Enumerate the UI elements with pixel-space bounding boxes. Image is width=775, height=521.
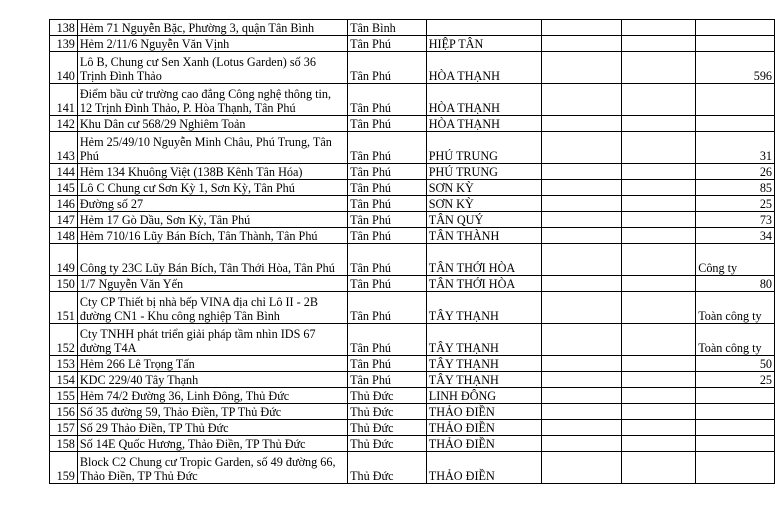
value-cell: 25 xyxy=(696,196,775,212)
location-cell: Lô B, Chung cư Sen Xanh (Lotus Garden) số 36 Trịnh Đình Thảo xyxy=(77,52,347,84)
ward-cell: TÂY THẠNH xyxy=(426,372,541,388)
empty-cell xyxy=(622,404,696,420)
row-number-cell: 151 xyxy=(50,292,78,324)
table-row xyxy=(50,116,775,132)
table-row xyxy=(50,228,775,244)
table-row xyxy=(50,180,775,196)
empty-cell xyxy=(622,244,696,276)
district-cell: Thủ Đức xyxy=(348,436,427,452)
empty-cell xyxy=(541,436,621,452)
empty-cell xyxy=(541,292,621,324)
empty-cell xyxy=(541,196,621,212)
empty-cell xyxy=(622,452,696,484)
empty-cell xyxy=(622,84,696,116)
location-cell: Điểm bầu cử trường cao đẳng Công nghệ thông tin, 12 Trịnh Đình Thảo, P. Hòa Thạnh, Tân Phú xyxy=(77,84,347,116)
row-number-cell: 158 xyxy=(50,436,78,452)
district-cell: Thủ Đức xyxy=(348,420,427,436)
ward-cell: HÒA THẠNH xyxy=(426,52,541,84)
table-row xyxy=(50,324,775,356)
row-number-cell: 147 xyxy=(50,212,78,228)
ward-cell: HÒA THẠNH xyxy=(426,84,541,116)
row-number-cell: 159 xyxy=(50,452,78,484)
district-cell: Thủ Đức xyxy=(348,404,427,420)
empty-cell xyxy=(622,20,696,36)
row-number-cell: 156 xyxy=(50,404,78,420)
ward-cell: PHÚ TRUNG xyxy=(426,164,541,180)
ward-cell: TÂY THẠNH xyxy=(426,292,541,324)
district-cell: Tân Phú xyxy=(348,164,427,180)
empty-cell xyxy=(541,276,621,292)
value-cell: Toàn công ty xyxy=(696,324,775,356)
ward-cell: THẢO ĐIỀN xyxy=(426,404,541,420)
table-row xyxy=(50,292,775,324)
table-row xyxy=(50,132,775,164)
row-number-cell: 139 xyxy=(50,36,78,52)
district-cell: Tân Phú xyxy=(348,324,427,356)
ward-cell: HÒA THẠNH xyxy=(426,116,541,132)
ward-cell: HIỆP TÂN xyxy=(426,36,541,52)
ward-cell: TÂN THỚI HÒA xyxy=(426,276,541,292)
row-number-cell: 138 xyxy=(50,20,78,36)
empty-cell xyxy=(541,372,621,388)
empty-cell xyxy=(622,212,696,228)
ward-cell: PHÚ TRUNG xyxy=(426,132,541,164)
table-row xyxy=(50,84,775,116)
row-number-cell: 153 xyxy=(50,356,78,372)
value-cell xyxy=(696,84,775,116)
location-cell: Hẻm 25/49/10 Nguyễn Minh Châu, Phú Trung, Tân Phú xyxy=(77,132,347,164)
table-row xyxy=(50,404,775,420)
value-cell: 26 xyxy=(696,164,775,180)
empty-cell xyxy=(541,164,621,180)
value-cell xyxy=(696,36,775,52)
row-number-cell: 157 xyxy=(50,420,78,436)
location-cell: Cty CP Thiết bị nhà bếp VINA địa chỉ Lô II - 2B đường CN1 - Khu công nghiệp Tân Bình xyxy=(77,292,347,324)
value-cell: 596 xyxy=(696,52,775,84)
row-number-cell: 146 xyxy=(50,196,78,212)
ward-cell: THẢO ĐIỀN xyxy=(426,420,541,436)
empty-cell xyxy=(622,116,696,132)
district-cell: Tân Phú xyxy=(348,180,427,196)
value-cell xyxy=(696,420,775,436)
district-cell: Tân Phú xyxy=(348,36,427,52)
empty-cell xyxy=(541,388,621,404)
value-cell: 80 xyxy=(696,276,775,292)
row-number-cell: 142 xyxy=(50,116,78,132)
value-cell: 73 xyxy=(696,212,775,228)
row-number-cell: 148 xyxy=(50,228,78,244)
ward-cell xyxy=(426,20,541,36)
ward-cell: TÂN THỚI HÒA xyxy=(426,244,541,276)
table-row xyxy=(50,452,775,484)
empty-cell xyxy=(622,132,696,164)
table-row xyxy=(50,356,775,372)
location-cell: Hẻm 17 Gò Dầu, Sơn Kỳ, Tân Phú xyxy=(77,212,347,228)
district-cell: Tân Phú xyxy=(348,244,427,276)
empty-cell xyxy=(541,20,621,36)
location-cell: Số 35 đường 59, Thảo Điền, TP Thủ Đức xyxy=(77,404,347,420)
table-row xyxy=(50,276,775,292)
table-row xyxy=(50,244,775,276)
location-cell: Hẻm 2/11/6 Nguyễn Văn Vịnh xyxy=(77,36,347,52)
ward-cell: TÂY THẠNH xyxy=(426,356,541,372)
row-number-cell: 140 xyxy=(50,52,78,84)
empty-cell xyxy=(541,212,621,228)
ward-cell: TÂN THÀNH xyxy=(426,228,541,244)
empty-cell xyxy=(622,388,696,404)
empty-cell xyxy=(541,36,621,52)
row-number-cell: 144 xyxy=(50,164,78,180)
row-number-cell: 152 xyxy=(50,324,78,356)
location-cell: Đường số 27 xyxy=(77,196,347,212)
empty-cell xyxy=(541,228,621,244)
row-number-cell: 155 xyxy=(50,388,78,404)
empty-cell xyxy=(622,292,696,324)
empty-cell xyxy=(541,356,621,372)
value-cell: Toàn công ty xyxy=(696,292,775,324)
table-row xyxy=(50,52,775,84)
empty-cell xyxy=(622,372,696,388)
value-cell: 34 xyxy=(696,228,775,244)
ward-cell: LINH ĐÔNG xyxy=(426,388,541,404)
table-row xyxy=(50,36,775,52)
empty-cell xyxy=(622,324,696,356)
row-number-cell: 141 xyxy=(50,84,78,116)
empty-cell xyxy=(541,420,621,436)
location-cell: Số 14E Quốc Hương, Thảo Điền, TP Thủ Đức xyxy=(77,436,347,452)
value-cell: Công ty xyxy=(696,244,775,276)
district-cell: Tân Phú xyxy=(348,132,427,164)
location-cell: Block C2 Chung cư Tropic Garden, số 49 đường 66, Thảo Điền, TP Thủ Đức xyxy=(77,452,347,484)
empty-cell xyxy=(541,180,621,196)
value-cell: 25 xyxy=(696,372,775,388)
ward-cell: THẢO ĐIỀN xyxy=(426,452,541,484)
district-cell: Tân Phú xyxy=(348,276,427,292)
location-cell: Khu Dân cư 568/29 Nghiêm Toản xyxy=(77,116,347,132)
empty-cell xyxy=(541,132,621,164)
empty-cell xyxy=(622,164,696,180)
district-cell: Thủ Đức xyxy=(348,388,427,404)
district-cell: Tân Phú xyxy=(348,292,427,324)
location-cell: Số 29 Thảo Điền, TP Thủ Đức xyxy=(77,420,347,436)
row-number-cell: 150 xyxy=(50,276,78,292)
location-cell: Hẻm 710/16 Lũy Bán Bích, Tân Thành, Tân Phú xyxy=(77,228,347,244)
district-cell: Tân Phú xyxy=(348,52,427,84)
table-row xyxy=(50,388,775,404)
empty-cell xyxy=(541,452,621,484)
district-cell: Thủ Đức xyxy=(348,452,427,484)
row-number-cell: 143 xyxy=(50,132,78,164)
empty-cell xyxy=(622,196,696,212)
value-cell: 50 xyxy=(696,356,775,372)
ward-cell: TÂN QUÝ xyxy=(426,212,541,228)
empty-cell xyxy=(622,52,696,84)
table-row xyxy=(50,436,775,452)
location-cell: Lô C Chung cư Sơn Kỳ 1, Sơn Kỳ, Tân Phú xyxy=(77,180,347,196)
table-row xyxy=(50,420,775,436)
district-cell: Tân Phú xyxy=(348,356,427,372)
row-number-cell: 149 xyxy=(50,244,78,276)
empty-cell xyxy=(541,324,621,356)
location-cell: Hẻm 71 Nguyễn Bặc, Phường 3, quận Tân Bình xyxy=(77,20,347,36)
value-cell xyxy=(696,436,775,452)
table-row xyxy=(50,196,775,212)
table-row xyxy=(50,20,775,36)
empty-cell xyxy=(622,36,696,52)
value-cell xyxy=(696,404,775,420)
value-cell: 31 xyxy=(696,132,775,164)
district-cell: Tân Phú xyxy=(348,228,427,244)
district-cell: Tân Phú xyxy=(348,116,427,132)
district-cell: Tân Phú xyxy=(348,212,427,228)
location-cell: Hẻm 74/2 Đường 36, Linh Đông, Thủ Đức xyxy=(77,388,347,404)
empty-cell xyxy=(622,436,696,452)
empty-cell xyxy=(622,356,696,372)
district-cell: Tân Phú xyxy=(348,196,427,212)
value-cell xyxy=(696,20,775,36)
voting-locations-table xyxy=(49,19,775,484)
value-cell xyxy=(696,452,775,484)
location-cell: KDC 229/40 Tây Thạnh xyxy=(77,372,347,388)
location-cell: Cty TNHH phát triển giải pháp tầm nhìn IDS 67 đường T4A xyxy=(77,324,347,356)
empty-cell xyxy=(541,244,621,276)
empty-cell xyxy=(541,116,621,132)
empty-cell xyxy=(541,52,621,84)
location-cell: 1/7 Nguyễn Văn Yến xyxy=(77,276,347,292)
location-cell: Hẻm 266 Lê Trọng Tấn xyxy=(77,356,347,372)
ward-cell: SƠN KỲ xyxy=(426,196,541,212)
empty-cell xyxy=(622,276,696,292)
location-cell: Hẻm 134 Khuông Việt (138B Kênh Tân Hóa) xyxy=(77,164,347,180)
ward-cell: TÂY THẠNH xyxy=(426,324,541,356)
district-cell: Tân Bình xyxy=(348,20,427,36)
empty-cell xyxy=(622,180,696,196)
empty-cell xyxy=(541,404,621,420)
district-cell: Tân Phú xyxy=(348,372,427,388)
table-row xyxy=(50,212,775,228)
value-cell xyxy=(696,388,775,404)
empty-cell xyxy=(622,420,696,436)
value-cell: 85 xyxy=(696,180,775,196)
location-cell: Công ty 23C Lũy Bán Bích, Tân Thới Hòa, Tân Phú xyxy=(77,244,347,276)
table-row xyxy=(50,372,775,388)
empty-cell xyxy=(622,228,696,244)
value-cell xyxy=(696,116,775,132)
table-row xyxy=(50,164,775,180)
district-cell: Tân Phú xyxy=(348,84,427,116)
table-body xyxy=(50,20,775,484)
ward-cell: SƠN KỲ xyxy=(426,180,541,196)
row-number-cell: 145 xyxy=(50,180,78,196)
ward-cell: THẢO ĐIỀN xyxy=(426,436,541,452)
row-number-cell: 154 xyxy=(50,372,78,388)
empty-cell xyxy=(541,84,621,116)
